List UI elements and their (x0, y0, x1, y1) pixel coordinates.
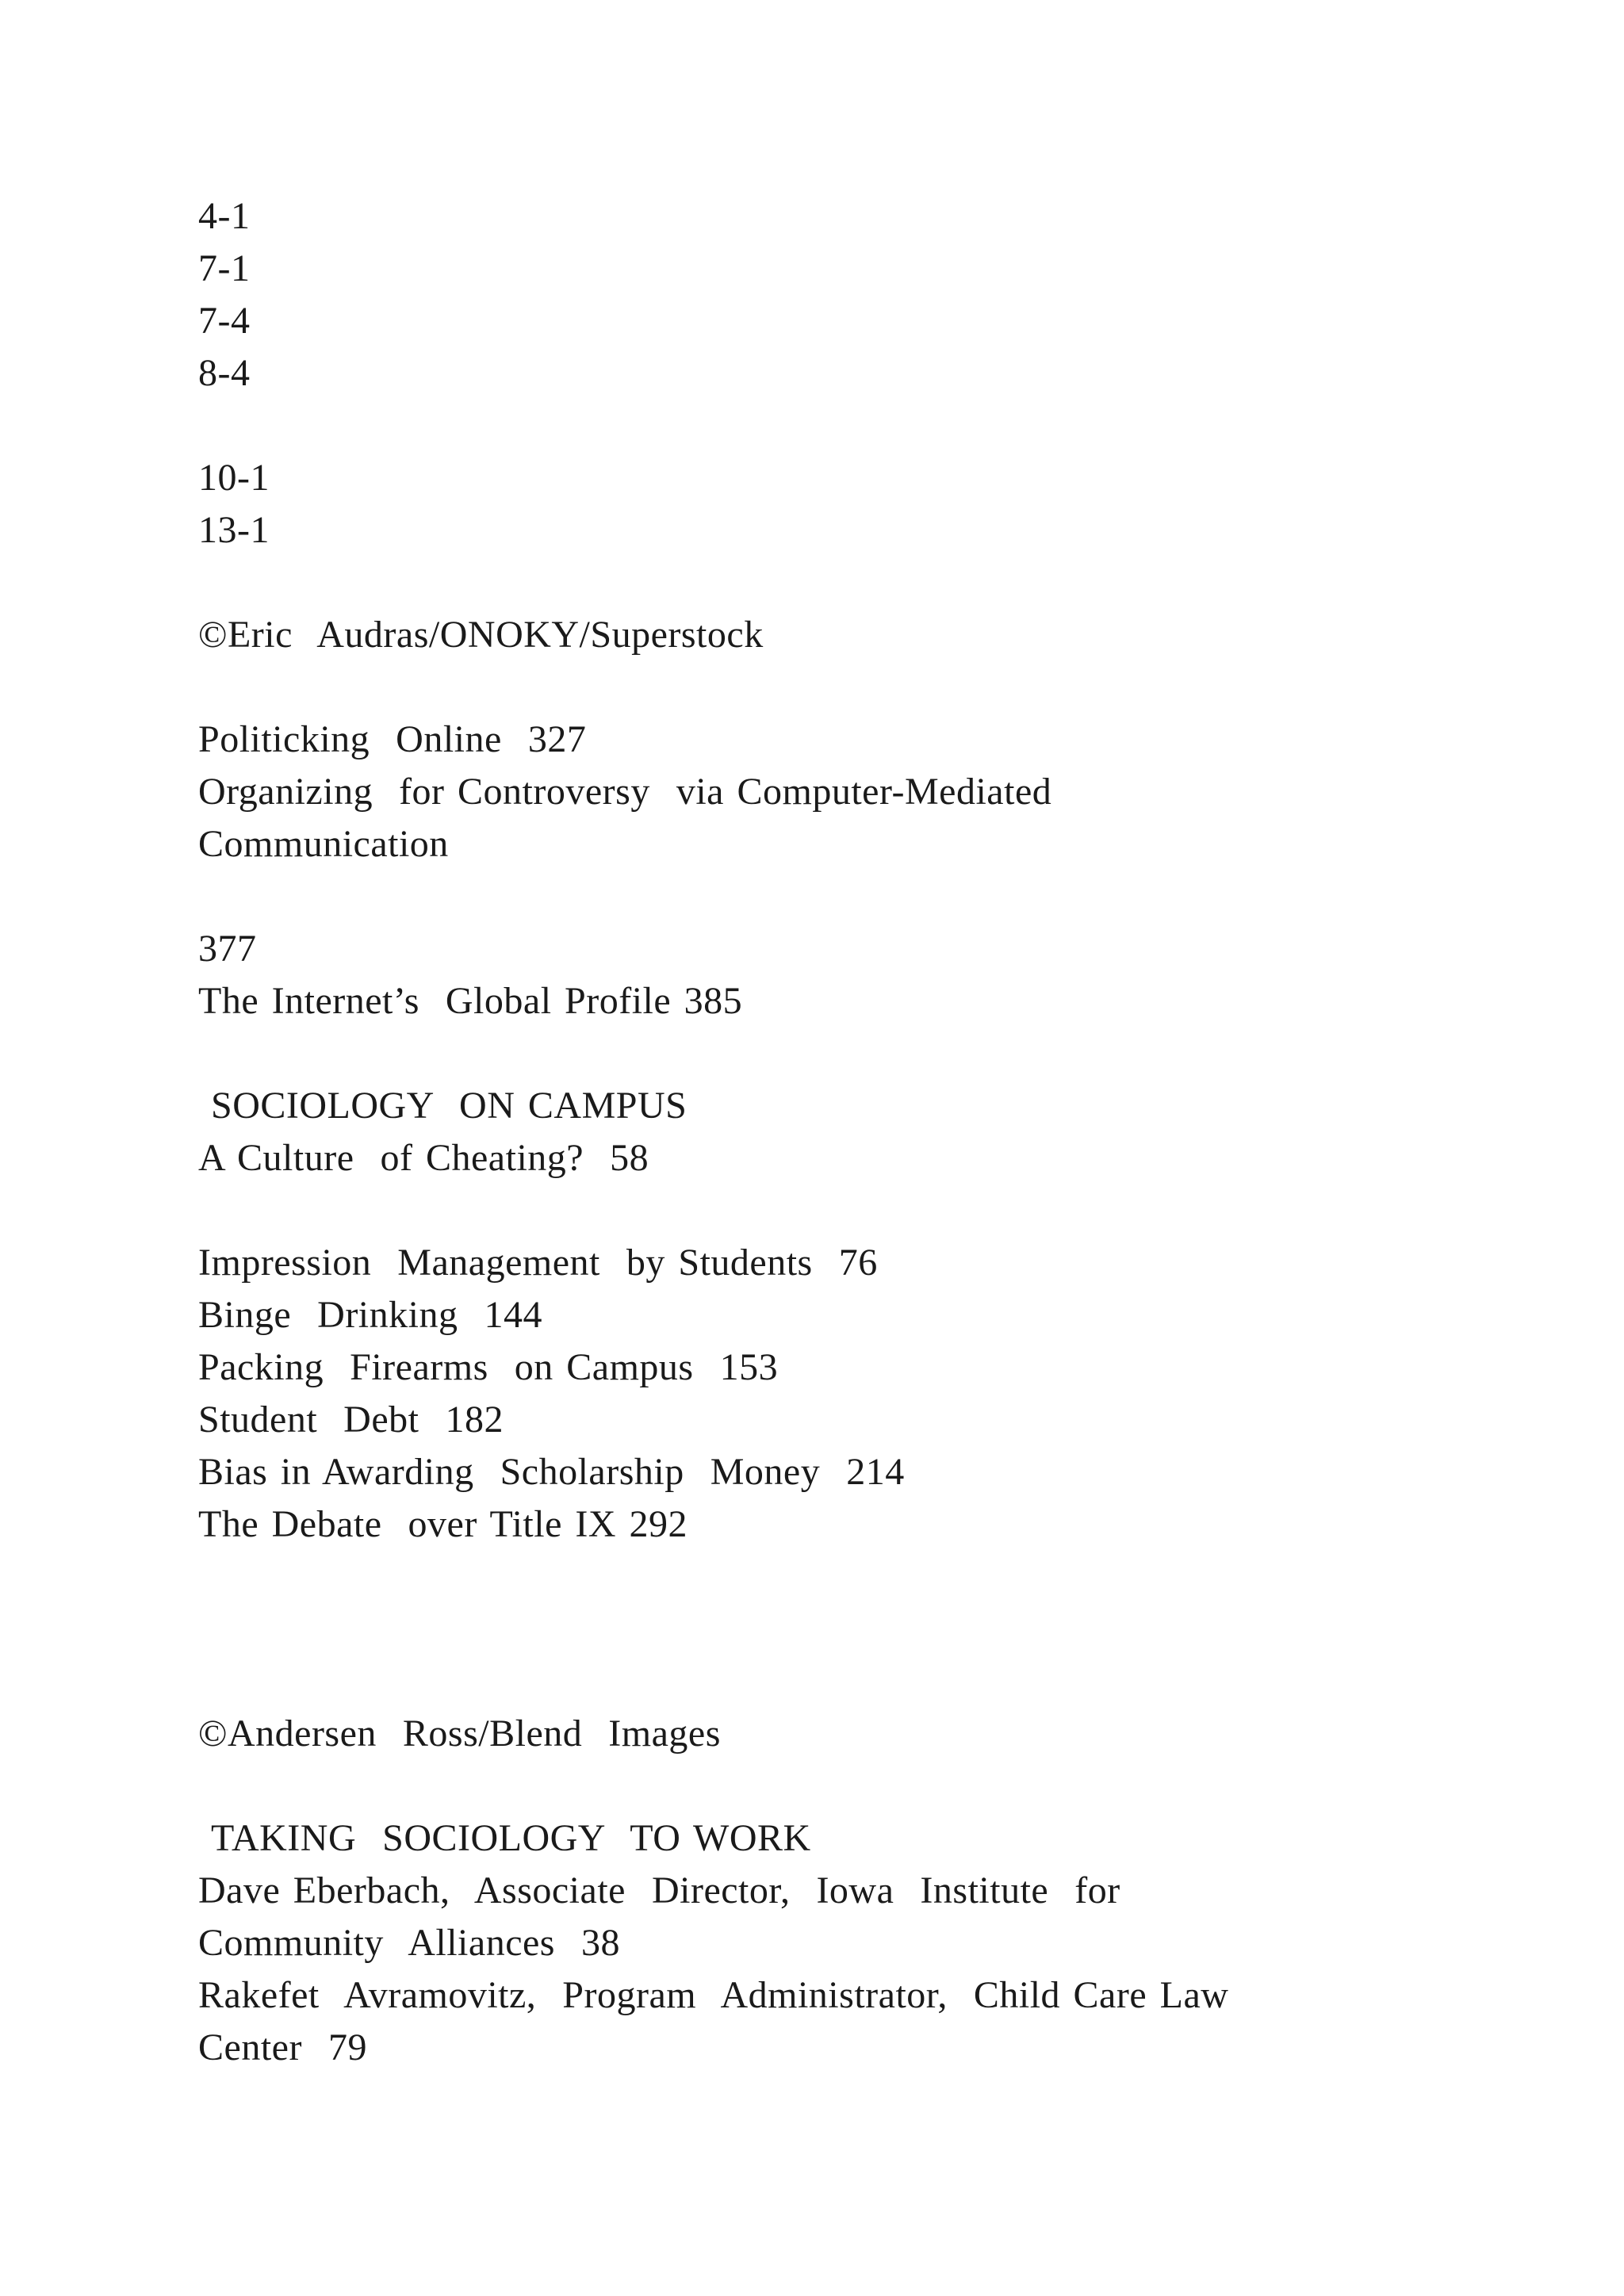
blank-line (198, 1184, 1435, 1237)
list-item: 7-1 (198, 247, 251, 289)
blank-line (198, 1603, 1435, 1655)
list-item: 7-4 (198, 300, 251, 342)
toc-entry: Center 79 (198, 2026, 367, 2068)
toc-entry: Politicking Online 327 (198, 718, 587, 760)
list-item: 4-1 (198, 195, 251, 237)
blank-line (198, 1655, 1435, 1708)
section-heading: SOCIOLOGY ON CAMPUS (211, 1085, 688, 1127)
toc-entry: Community Alliances 38 (198, 1922, 620, 1964)
toc-entry: Packing Firearms on Campus 153 (198, 1346, 779, 1388)
section-heading: TAKING SOCIOLOGY TO WORK (211, 1817, 811, 1859)
toc-entry: Impression Management by Students 76 (198, 1242, 878, 1284)
photo-credit: ©Eric Audras/ONOKY/Superstock (198, 614, 764, 656)
list-item: 13-1 (198, 509, 270, 551)
toc-entry: 377 (198, 928, 257, 970)
blank-line (198, 871, 1435, 923)
toc-entry: The Debate over Title IX 292 (198, 1503, 688, 1545)
toc-entry: Rakefet Avramovitz, Program Administrator, Child Care Law (198, 1974, 1229, 2016)
blank-line (198, 661, 1435, 714)
toc-entry: Communication (198, 823, 449, 865)
blank-line (198, 1551, 1435, 1603)
toc-entry: Organizing for Controversy via Computer-Mediated (198, 771, 1052, 813)
blank-line (198, 1760, 1435, 1812)
toc-entry: Student Debt 182 (198, 1399, 504, 1441)
list-item: 10-1 (198, 457, 270, 499)
blank-line (198, 557, 1435, 609)
toc-entry: Binge Drinking 144 (198, 1294, 542, 1336)
text-block (198, 190, 1435, 2074)
toc-entry: Bias in Awarding Scholarship Money 214 (198, 1451, 905, 1493)
toc-entry: A Culture of Cheating? 58 (198, 1137, 649, 1179)
toc-entry: Dave Eberbach, Associate Director, Iowa Institute for (198, 1869, 1120, 1911)
blank-line (198, 400, 1435, 452)
toc-entry: The Internet’s Global Profile 385 (198, 980, 743, 1022)
list-item: 8-4 (198, 352, 251, 394)
blank-line (198, 1027, 1435, 1080)
photo-credit: ©Andersen Ross/Blend Images (198, 1712, 721, 1755)
